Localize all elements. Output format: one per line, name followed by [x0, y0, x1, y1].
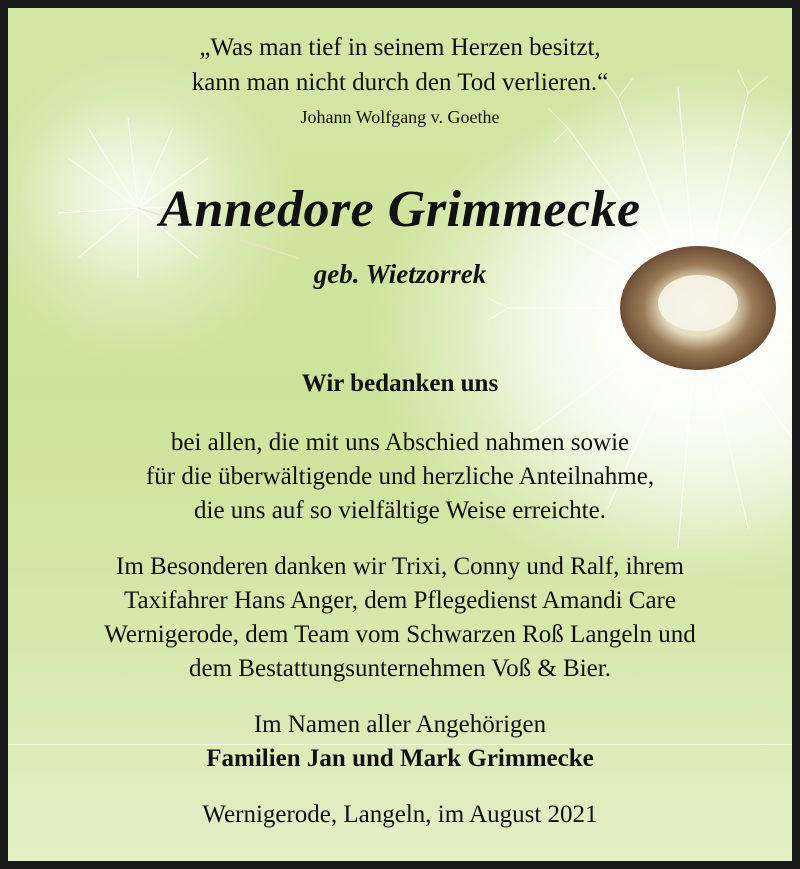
paragraph2-line: dem Bestattungsunternehmen Voß & Bier. — [189, 655, 611, 682]
quote-author: Johann Wolfgang v. Goethe — [300, 107, 500, 127]
paragraph1-line: die uns auf so vielfältige Weise erreichte. — [194, 497, 606, 524]
deceased-name: Annedore Grimmecke — [159, 181, 641, 238]
place-date: Wernigerode, Langeln, im August 2021 — [202, 801, 598, 828]
paragraph2-line: Wernigerode, dem Team vom Schwarzen Roß Langeln und — [104, 621, 696, 648]
quote-line-1: „Was man tief in seinem Herzen besitzt, — [199, 34, 601, 61]
on-behalf-line: Im Namen aller Angehörigen — [253, 711, 547, 738]
thanks-heading: Wir bedanken uns — [301, 370, 499, 397]
notice-content — [8, 8, 792, 861]
paragraph2-line: Im Besonderen danken wir Trixi, Conny und Ralf, ihrem — [116, 553, 684, 580]
paragraph1-line: für die überwältigende und herzliche Anteilnahme, — [145, 463, 655, 490]
quote-line-2: kann man nicht durch den Tod verlieren.“ — [191, 69, 609, 96]
paragraph1-line: bei allen, die mit uns Abschied nahmen sowie — [170, 429, 630, 456]
birth-name: geb. Wietzorrek — [313, 259, 487, 289]
paragraph2-line: Taxifahrer Hans Anger, dem Pflegedienst Amandi Care — [124, 587, 676, 614]
family-signature: Familien Jan und Mark Grimmecke — [206, 745, 594, 772]
